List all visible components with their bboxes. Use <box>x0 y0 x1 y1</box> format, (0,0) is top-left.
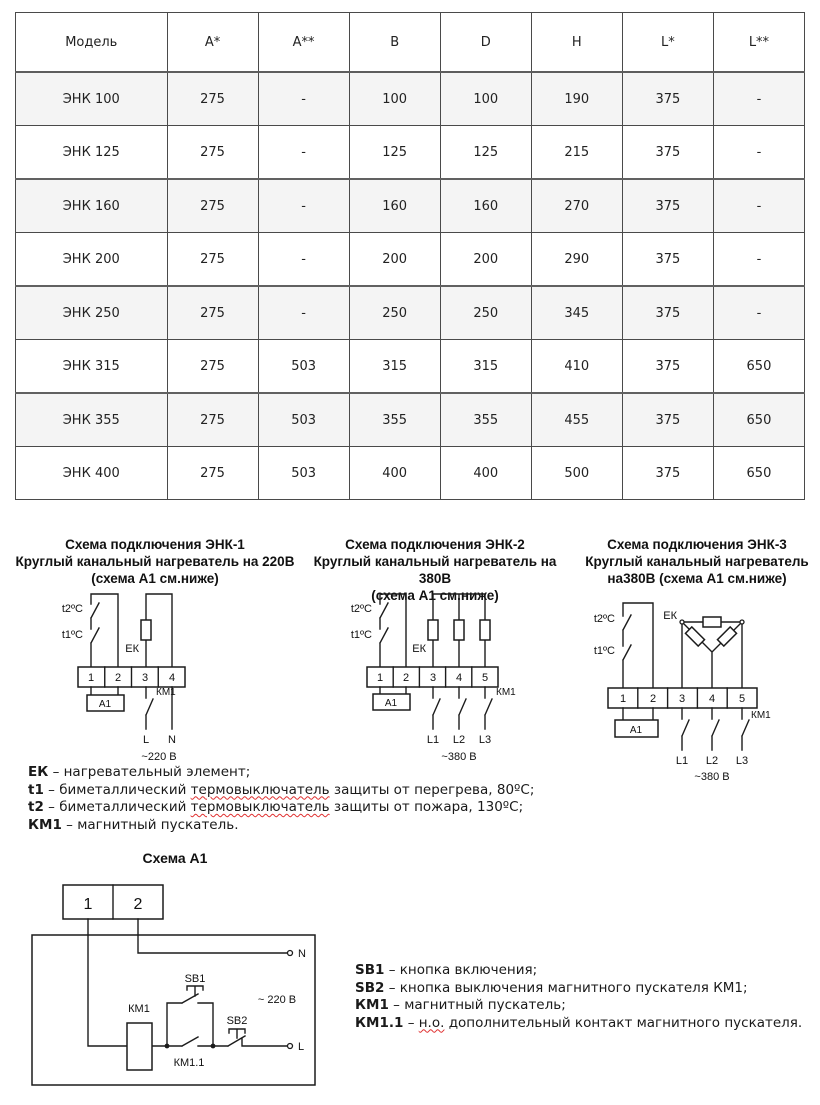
table-cell: 375 <box>622 179 713 233</box>
legend-item <box>355 997 805 1015</box>
t1-label: t1ºC <box>61 629 83 641</box>
enk1-title <box>15 536 295 587</box>
column-header: A* <box>167 13 258 73</box>
ek-label: ЕК <box>663 610 677 622</box>
header-row <box>16 13 805 73</box>
t2-label: t2ºC <box>593 613 615 625</box>
junction-dot <box>165 1044 170 1049</box>
table-cell: 455 <box>531 393 622 447</box>
t2-label: t2ºC <box>350 603 372 615</box>
terminal-strip <box>78 667 185 687</box>
column-header: A** <box>258 13 349 73</box>
table-cell: 345 <box>531 286 622 340</box>
table-cell: 410 <box>531 340 622 394</box>
thermal-switch-branch <box>594 603 653 688</box>
table-cell: 275 <box>167 340 258 394</box>
scheme-a1-legend <box>355 962 805 1032</box>
table-cell: - <box>258 233 349 287</box>
enk2-title-line2: Круглый канальный нагреватель на 380В <box>313 554 557 586</box>
table-cell: ЭНК 200 <box>16 233 168 287</box>
km11-label: КМ1.1 <box>173 1057 205 1069</box>
heater-branch <box>125 594 172 667</box>
table-cell: 275 <box>167 179 258 233</box>
table-cell: 650 <box>713 447 804 500</box>
table-cell: 190 <box>531 72 622 126</box>
line-l1-label: L1 <box>426 734 440 746</box>
enk2-title-line3: (схема А1 см.ниже) <box>371 588 499 603</box>
table-cell: 375 <box>622 72 713 126</box>
column-header: L** <box>713 13 804 73</box>
table-cell: 290 <box>531 233 622 287</box>
terminal-1: 1 <box>376 672 384 684</box>
spec-table-body <box>16 72 805 500</box>
a1-label: А1 <box>98 699 112 710</box>
table-cell: 650 <box>713 393 804 447</box>
legend-text: – магнитный пускатель. <box>66 816 239 833</box>
table-cell: - <box>713 72 804 126</box>
heater-element-symbol <box>480 620 490 640</box>
table-cell: 650 <box>713 340 804 394</box>
scheme-a1-title: Схема А1 <box>142 850 208 866</box>
terminal-strip <box>608 688 757 708</box>
legend-term: t1 <box>28 781 44 798</box>
km1-coil <box>127 1023 152 1070</box>
heater-element-symbol <box>454 620 464 640</box>
enk3-title-line2: Круглый канальный нагреватель <box>585 554 809 569</box>
enk3-schematic <box>590 588 815 793</box>
legend-item <box>355 1015 805 1033</box>
legend-term: КМ1 <box>28 816 62 833</box>
a1-label: А1 <box>629 725 643 736</box>
contactor-output <box>427 687 516 763</box>
voltage-label: ~220 В <box>141 751 177 763</box>
km1-label: КМ1 <box>128 1003 150 1015</box>
line-l2-label: L2 <box>705 755 719 767</box>
terminal-2: 2 <box>649 693 657 705</box>
contactor-output <box>676 708 771 783</box>
table-row <box>16 126 805 180</box>
table-cell: 275 <box>167 447 258 500</box>
table-cell: ЭНК 160 <box>16 179 168 233</box>
terminal-4: 4 <box>708 693 716 705</box>
terminal-1: 1 <box>87 672 95 684</box>
column-header: B <box>349 13 440 73</box>
delta-node <box>740 620 744 624</box>
table-cell: 275 <box>167 72 258 126</box>
legend-term: SB2 <box>355 979 385 996</box>
table-cell: 315 <box>349 340 440 394</box>
terminal-block <box>63 885 163 919</box>
heater-element-symbol <box>685 627 704 646</box>
table-cell: 375 <box>622 233 713 287</box>
terminal-1: 1 <box>619 693 627 705</box>
terminal-2: 2 <box>133 896 143 913</box>
table-cell: 250 <box>440 286 531 340</box>
enk3-title-line3: на380В (схема А1 см.ниже) <box>607 571 787 586</box>
legend-item <box>28 782 568 800</box>
legend-item <box>28 817 568 835</box>
legend-text: – кнопка выключения магнитного пускателя КМ1; <box>388 979 748 996</box>
spec-table <box>15 12 805 500</box>
km1-label: КМ1 <box>156 687 176 698</box>
table-cell: - <box>258 72 349 126</box>
legend-text-marked: термовыключатель <box>190 781 330 798</box>
l-terminal <box>288 1044 293 1049</box>
km1-label: КМ1 <box>751 710 771 721</box>
a1-label: А1 <box>384 698 398 709</box>
terminal-1: 1 <box>83 896 93 913</box>
n-label: N <box>298 948 306 960</box>
t1-label: t1ºC <box>593 645 615 657</box>
terminal-3: 3 <box>678 693 686 705</box>
table-cell: 160 <box>349 179 440 233</box>
table-row <box>16 286 805 340</box>
heater-branch <box>412 594 490 667</box>
t1-label: t1ºC <box>350 629 372 641</box>
voltage-label: ~380 В <box>694 771 730 783</box>
voltage-label: ~380 В <box>441 751 477 763</box>
table-row <box>16 179 805 233</box>
table-cell: 215 <box>531 126 622 180</box>
legend-text: дополнительный контакт магнитного пускателя. <box>444 1014 803 1031</box>
scheme-a1-diagram <box>25 872 325 1094</box>
spec-table-header <box>16 13 805 73</box>
table-cell: - <box>258 126 349 180</box>
enk2-title-line1: Схема подключения ЭНК-2 <box>345 537 525 552</box>
table-cell: ЭНК 125 <box>16 126 168 180</box>
table-row <box>16 233 805 287</box>
enk3-title <box>578 536 816 587</box>
legend-term: КМ1.1 <box>355 1014 404 1031</box>
column-header: Модель <box>16 13 168 73</box>
thermal-switch-branch <box>62 594 118 667</box>
line-l1-label: L1 <box>675 755 689 767</box>
legend-item <box>28 799 568 817</box>
table-row <box>16 72 805 126</box>
column-header: D <box>440 13 531 73</box>
table-cell: - <box>258 179 349 233</box>
terminal-5: 5 <box>481 672 489 684</box>
table-cell: 100 <box>440 72 531 126</box>
n-terminal <box>288 951 293 956</box>
table-cell: 200 <box>440 233 531 287</box>
line-l3-label: L3 <box>735 755 749 767</box>
a1-module <box>87 687 124 711</box>
thermal-switch-branch <box>351 594 406 667</box>
sb1-label: SB1 <box>184 973 206 985</box>
table-cell: ЭНК 400 <box>16 447 168 500</box>
legend-term: ЕК <box>28 764 49 780</box>
legend-text: – биметаллический <box>48 799 191 815</box>
enk1-schematic <box>25 588 225 766</box>
table-cell: 375 <box>622 340 713 394</box>
components-legend <box>28 764 568 834</box>
table-cell: 355 <box>349 393 440 447</box>
a1-module <box>615 708 658 737</box>
legend-text: – биметаллический <box>48 781 191 798</box>
table-cell: - <box>258 286 349 340</box>
terminal-4: 4 <box>455 672 463 684</box>
ek-label: ЕК <box>125 643 139 655</box>
table-cell: 500 <box>531 447 622 500</box>
table-cell: 375 <box>622 126 713 180</box>
heater-element-symbol <box>141 620 151 640</box>
terminal-3: 3 <box>141 672 149 684</box>
enk2-schematic <box>335 588 555 766</box>
t2-label: t2ºC <box>61 603 83 615</box>
enk3-title-line1: Схема подключения ЭНК-3 <box>607 537 787 552</box>
sb2-label: SB2 <box>226 1015 248 1027</box>
table-cell: 503 <box>258 393 349 447</box>
enk1-title-line1: Схема подключения ЭНК-1 <box>65 537 245 552</box>
table-cell: 275 <box>167 126 258 180</box>
table-cell: - <box>713 179 804 233</box>
terminal-4: 4 <box>168 672 176 684</box>
enk1-title-line2: Круглый канальный нагреватель на 220В <box>15 554 295 569</box>
table-cell: 375 <box>622 393 713 447</box>
table-cell: 125 <box>440 126 531 180</box>
table-cell: 100 <box>349 72 440 126</box>
legend-item <box>28 764 568 782</box>
legend-term: SB1 <box>355 962 385 978</box>
voltage-label: ~ 220 В <box>257 994 297 1006</box>
table-cell: 400 <box>349 447 440 500</box>
table-cell: 400 <box>440 447 531 500</box>
column-header: L* <box>622 13 713 73</box>
legend-item <box>355 980 805 998</box>
table-cell: - <box>713 233 804 287</box>
legend-text: защиты от пожара, 130ºС; <box>329 799 524 815</box>
legend-term: t2 <box>28 799 44 815</box>
delta-node <box>680 620 684 624</box>
legend-item <box>355 962 805 980</box>
table-cell: 375 <box>622 286 713 340</box>
table-row <box>16 393 805 447</box>
table-cell: 275 <box>167 393 258 447</box>
terminal-5: 5 <box>738 693 746 705</box>
table-cell: ЭНК 100 <box>16 72 168 126</box>
table-row <box>16 340 805 394</box>
ek-label: ЕК <box>412 643 426 655</box>
terminal-2: 2 <box>402 672 410 684</box>
table-cell: ЭНК 250 <box>16 286 168 340</box>
line-l2-label: L2 <box>452 734 466 746</box>
table-cell: - <box>713 286 804 340</box>
legend-text: защиты от перегрева, 80ºС; <box>329 781 535 798</box>
line-n-label: N <box>168 734 176 746</box>
legend-text-marked: термовыключатель <box>190 799 330 815</box>
terminal-2: 2 <box>114 672 122 684</box>
table-cell: - <box>713 126 804 180</box>
legend-text-marked: н.о. <box>418 1014 445 1031</box>
table-cell: ЭНК 315 <box>16 340 168 394</box>
legend-text: – нагревательный элемент; <box>52 764 251 780</box>
heater-delta-branch <box>663 610 744 688</box>
table-cell: 250 <box>349 286 440 340</box>
legend-text: – <box>407 1014 419 1031</box>
contactor-output <box>141 687 176 763</box>
table-cell: 315 <box>440 340 531 394</box>
table-cell: 270 <box>531 179 622 233</box>
heater-element-symbol <box>717 627 736 646</box>
line-l-label: L <box>142 734 150 746</box>
l-label: L <box>298 1041 305 1053</box>
table-cell: 503 <box>258 340 349 394</box>
legend-text: – магнитный пускатель; <box>393 997 566 1013</box>
table-cell: 200 <box>349 233 440 287</box>
legend-term: КМ1 <box>355 997 389 1013</box>
heater-element-symbol <box>428 620 438 640</box>
heater-element-symbol <box>703 617 721 627</box>
legend-text: – кнопка включения; <box>388 962 538 978</box>
line-l3-label: L3 <box>478 734 492 746</box>
table-row <box>16 447 805 500</box>
column-header: H <box>531 13 622 73</box>
enk1-title-line3: (схема А1 см.ниже) <box>91 571 219 586</box>
terminal-3: 3 <box>429 672 437 684</box>
a1-module <box>373 687 410 710</box>
table-cell: ЭНК 355 <box>16 393 168 447</box>
table-cell: 355 <box>440 393 531 447</box>
table-cell: 125 <box>349 126 440 180</box>
table-cell: 275 <box>167 286 258 340</box>
table-cell: 375 <box>622 447 713 500</box>
table-cell: 160 <box>440 179 531 233</box>
table-cell: 275 <box>167 233 258 287</box>
table-cell: 503 <box>258 447 349 500</box>
km1-label: КМ1 <box>496 687 516 698</box>
terminal-strip <box>367 667 498 687</box>
